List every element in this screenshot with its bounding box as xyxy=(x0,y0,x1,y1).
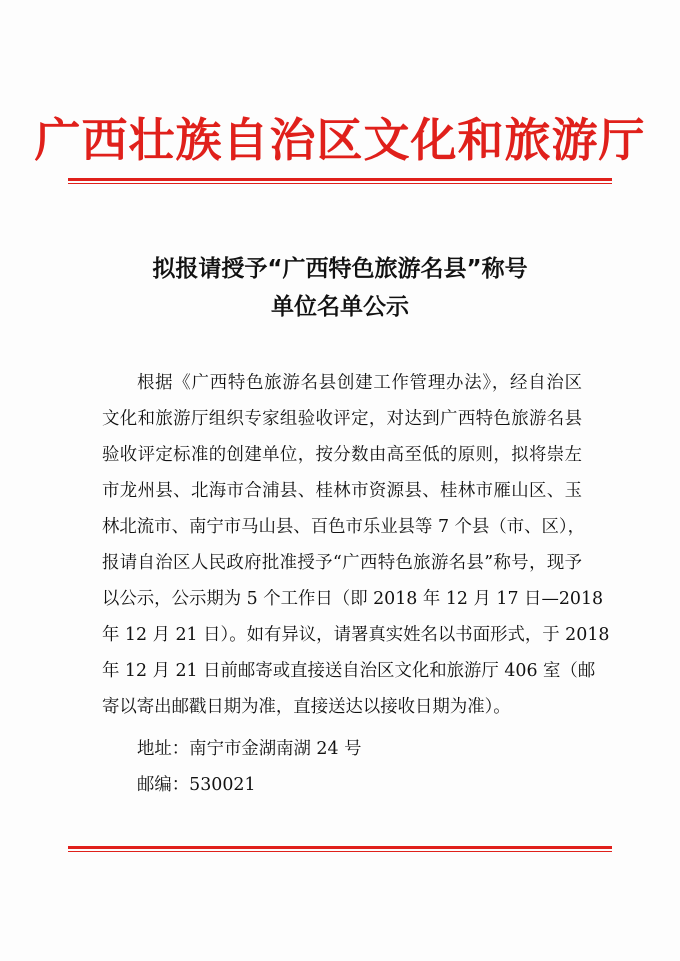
body-line: 根据《广西特色旅游名县创建工作管理办法》，经自治区 xyxy=(137,373,582,393)
body-line: 验收评定标准的创建单位，按分数由高至低的原则，拟将崇左 xyxy=(102,445,582,465)
body-line: 寄以寄出邮戳日期为准，直接送达以接收日期为准）。 xyxy=(102,697,511,717)
body-line: 文化和旅游厅组织专家组验收评定，对达到广西特色旅游名县 xyxy=(102,409,582,429)
letterhead-red-rule-thin xyxy=(68,183,612,184)
letterhead-org-name: 广西壮族自治区文化和旅游厅 xyxy=(34,113,646,167)
document-title-line1: 拟报请授予“广西特色旅游名县”称号 xyxy=(152,256,528,282)
body-line: 年 12 月 21 日前邮寄或直接送自治区文化和旅游厅 406 室（邮 xyxy=(102,661,596,681)
document-title-line2: 单位名单公示 xyxy=(271,294,409,320)
body-line: 报请自治区人民政府批准授予“广西特色旅游名县”称号，现予 xyxy=(102,553,582,573)
letterhead-red-rule-thick xyxy=(68,178,612,181)
contact-postcode: 邮编：530021 xyxy=(137,775,256,795)
footer-red-rule-thin xyxy=(68,851,612,852)
body-line: 林北流市、南宁市马山县、百色市乐业县等 7 个县（市、区）， xyxy=(102,517,585,537)
contact-address: 地址：南宁市金湖南湖 24 号 xyxy=(137,739,362,759)
footer-red-rule-thick xyxy=(68,846,612,849)
body-line: 市龙州县、北海市合浦县、桂林市资源县、桂林市雁山区、玉 xyxy=(102,481,582,501)
body-line: 以公示，公示期为 5 个工作日（即 2018 年 12 月 17 日—2018 xyxy=(102,589,604,609)
body-line: 年 12 月 21 日）。如有异议，请署真实姓名以书面形式，于 2018 xyxy=(102,625,610,645)
